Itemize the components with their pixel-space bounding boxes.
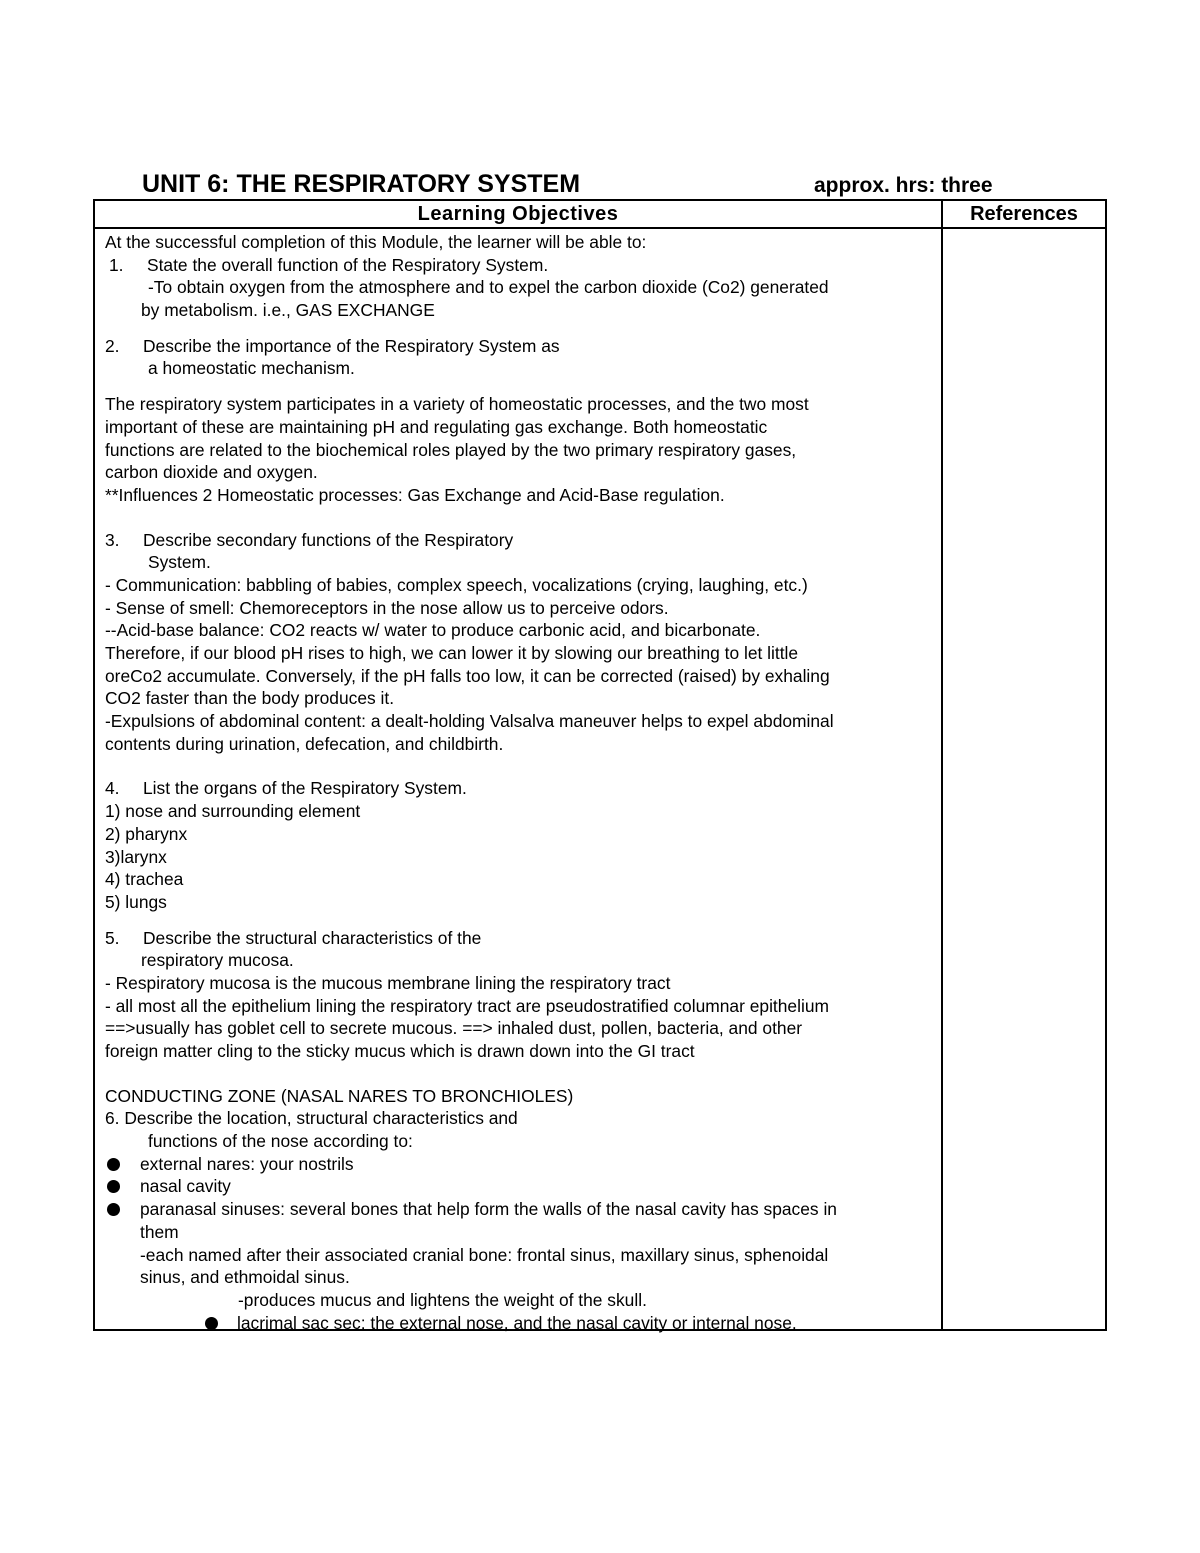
objective-1-line: by metabolism. i.e., GAS EXCHANGE [141,300,435,321]
bullet-text: nasal cavity [140,1176,231,1197]
objective-text: List the organs of the Respiratory System. [143,778,467,799]
references-cell [943,229,1105,1329]
paragraph-line: carbon dioxide and oxygen. [105,462,318,483]
paragraph-line: oreCo2 accumulate. Conversely, if the pH falls too low, it can be corrected (raised) by exhaling [105,665,830,686]
objectives-table [93,199,1107,1331]
bullet-icon [205,1317,218,1330]
bullet-text: paranasal sinuses: several bones that help form the walls of the nasal cavity has spaces in [140,1199,837,1220]
objective-3-title-cont: System. [148,552,211,573]
paragraph-line: - all most all the epithelium lining the respiratory tract are pseudostratified columnar epithelium [105,995,829,1016]
bullet-continuation: -produces mucus and lightens the weight of the skull. [238,1289,647,1310]
paragraph-line: - Sense of smell: Chemoreceptors in the nose allow us to perceive odors. [105,597,669,618]
column-header-references: References [970,203,1078,225]
objective-4-title [105,777,937,800]
paragraph-line: contents during urination, defecation, and childbirth. [105,733,504,754]
unit-title: UNIT 6: THE RESPIRATORY SYSTEM [142,170,581,198]
objective-number: 3. [105,529,120,550]
objective-1-title [105,254,937,277]
bullet-item [105,1312,937,1335]
paragraph-line: -Expulsions of abdominal content: a dealt-holding Valsalva maneuver helps to expel abdominal [105,711,834,732]
bullet-text: lacrimal sac sec: the external nose, and the nasal cavity or internal nose. [237,1312,797,1333]
paragraph-line: - Respiratory mucosa is the mucous membrane lining the respiratory tract [105,972,671,993]
paragraph-line: Therefore, if our blood pH rises to high, we can lower it by slowing our breathing to let little [105,643,799,663]
organ-list-item: 3)larynx [105,846,167,867]
objective-5-title-cont: respiratory mucosa. [141,950,294,971]
objective-number: 1. [109,254,124,275]
bullet-icon [107,1158,120,1171]
objective-5-title [105,927,937,950]
paragraph-line: important of these are maintaining pH and regulating gas exchange. Both homeostatic [105,416,768,437]
bullet-item [105,1175,937,1198]
conducting-zone-heading: CONDUCTING ZONE (NASAL NARES TO BRONCHIOLES) [105,1085,574,1106]
bullet-item [105,1153,937,1176]
paragraph-line: The respiratory system participates in a variety of homeostatic processes, and the two most [105,394,809,415]
paragraph-line: ==>usually has goblet cell to secrete mucous. ==> inhaled dust, pollen, bacteria, and other [105,1018,803,1039]
bullet-icon [107,1180,120,1193]
bullet-item [105,1198,937,1221]
paragraph-line: **Influences 2 Homeostatic processes: Gas Exchange and Acid-Base regulation. [105,484,725,505]
column-header-learning-objectives: Learning Objectives [417,203,619,225]
objective-6-title-cont: functions of the nose according to: [148,1131,413,1152]
table-header-row [95,201,1105,229]
bullet-continuation: -each named after their associated cranial bone: frontal sinus, maxillary sinus, sphenoidal [140,1244,829,1265]
paragraph-line: functions are related to the biochemical roles played by the two primary respiratory gases, [105,439,797,460]
objective-3-title [105,529,937,552]
objective-text: Describe the structural characteristics of the [143,927,482,948]
paragraph-line: - Communication: babbling of babies, complex speech, vocalizations (crying, laughing, etc.) [105,574,808,595]
bullet-text: external nares: your nostrils [140,1153,354,1174]
page-header [142,170,1042,200]
approx-hours: approx. hrs: three [814,174,993,197]
objective-text: State the overall function of the Respiratory System. [147,254,549,275]
bullet-continuation: sinus, and ethmoidal sinus. [140,1267,350,1288]
paragraph-line: --Acid-base balance: CO2 reacts w/ water to produce carbonic acid, and bicarbonate. [105,620,761,641]
paragraph-line: CO2 faster than the body produces it. [105,688,395,709]
organ-list-item: 1) nose and surrounding element [105,801,361,822]
paragraph-line: foreign matter cling to the sticky mucus which is drawn down into the GI tract [105,1041,695,1061]
objective-6-title: 6. Describe the location, structural characteristics and [105,1108,518,1129]
objective-text: Describe the importance of the Respiratory System as [143,335,560,356]
learning-objectives-cell [105,231,937,1334]
objective-number: 2. [105,335,120,356]
bullet-continuation: them [140,1221,179,1242]
bullet-icon [107,1203,120,1216]
objective-2-title [105,335,937,358]
organ-list-item: 2) pharynx [105,823,188,844]
objective-text: Describe secondary functions of the Respiratory [143,529,514,550]
objective-2-title-cont: a homeostatic mechanism. [148,358,355,379]
organ-list-item: 5) lungs [105,891,167,912]
objective-number: 4. [105,778,120,799]
organ-list-item: 4) trachea [105,869,184,890]
objective-1-line: -To obtain oxygen from the atmosphere and to expel the carbon dioxide (Co2) generated [148,277,829,298]
intro-line: At the successful completion of this Module, the learner will be able to: [105,232,647,252]
objective-number: 5. [105,927,120,948]
